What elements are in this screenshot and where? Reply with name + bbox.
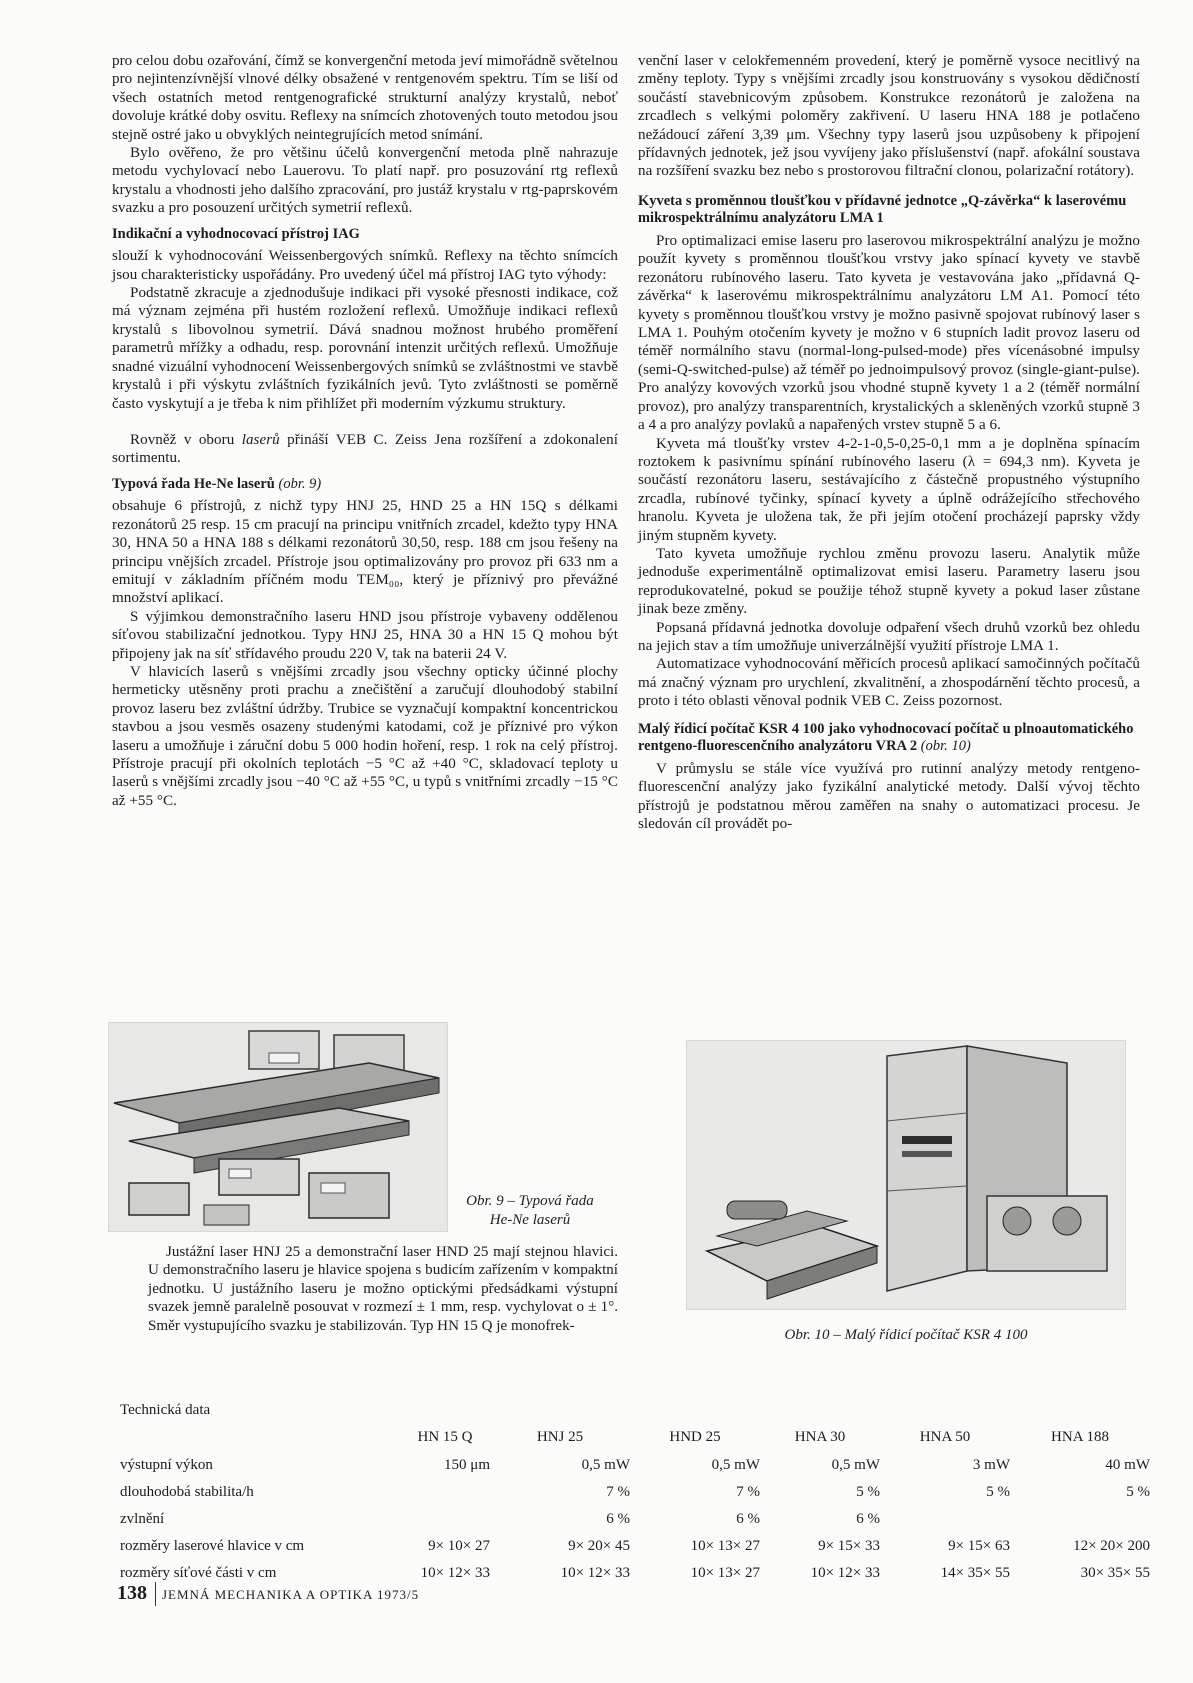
column-header: HNJ 25 [536, 1428, 584, 1445]
table-cell: 12× 20× 200 [1073, 1538, 1150, 1554]
column-header: HND 25 [669, 1428, 721, 1445]
paragraph: Podstatně zkracuje a zjednodušuje indikaci při vysoké přesnosti indikace, což má význam zejména při hustém rozložení reflexů. Umožňuje indikaci reflexů krystalů s libovolnou symetrií. Dává snadnou možnost hrubého proměření parametrů mřížky a odhadu, resp. porovnání intenzit určitých reflexů. Umožňuje snadné vizuální vyhodnocení Weissenbergových snímků se zvláštnostmi ve stavbě krystalů i při výskytu zvláštních fyzikálních jevů. Tyto zvláštnosti se poměrně často vyskytují a je třeba k nim přihlížet při moderním výzkumu struktury. [112, 285, 618, 412]
table-cell: 150 μm [444, 1457, 490, 1473]
table-cell: 6 % [736, 1511, 760, 1527]
footer-divider [155, 1582, 156, 1606]
column-header: HNA 188 [1051, 1428, 1109, 1445]
table-cell: 10× 12× 33 [420, 1565, 490, 1581]
table-cell: 30× 35× 55 [1080, 1565, 1150, 1581]
row-label: rozměry laserové hlavice v cm [120, 1538, 305, 1554]
section-heading-iag: Indikační a vyhodnocovací přístroj IAG [112, 225, 360, 242]
paragraph: Tato kyveta umožňuje rychlou změnu provozu laseru. Analytik může jednoduše experimentálně optimalizovat emisi laseru. Parametry laseru jsou reprodukovatelné, pokud se použije téhož stupně kyvety a pokud laser zůstane jinak beze změny. [638, 545, 1140, 618]
table-row [120, 1452, 1150, 1479]
table-cell: 6 % [856, 1511, 880, 1527]
column-header: HN 15 Q [417, 1428, 473, 1445]
right-column [638, 52, 1140, 833]
table-cell: 5 % [1126, 1484, 1150, 1500]
paragraph: S výjimkou demonstračního laseru HND jsou přístroje vybaveny oddělenou síťovou stabilizační jednotkou. Typy HNJ 25, HNA 30 a HN 15 Q mohou být připojeny jak na síť střídavého proudu 220 V, tak na baterii 24 V. [112, 608, 618, 662]
table-cell: 0,5 mW [711, 1457, 760, 1473]
emphasis: laserů [241, 431, 280, 448]
figure-9-caption: Obr. 9 – Typová řada He-Ne laserů [466, 1193, 594, 1228]
tech-data-table [120, 1422, 1150, 1587]
column-header: HNA 50 [919, 1428, 971, 1445]
table-cell: 7 % [606, 1484, 630, 1500]
paragraph: Rovněž v oboru laserů přináší VEB C. Zeiss Jena rozšíření a zdokonalení sortimentu. [112, 431, 618, 467]
bottom-text-block [148, 1243, 618, 1335]
table-row [120, 1533, 1150, 1560]
table-cell: 9× 15× 63 [948, 1538, 1010, 1554]
paragraph: Bylo ověřeno, že pro většinu účelů konvergenční metoda plně nahrazuje metodu vychylovací nebo Lauerovu. To platí např. pro posuzování rtg reflexů krystalu a vhodnosti jeho dalšího zpracování, pro justáž krystalu v rtg-paprskovém svazku a pro posouzení určitých symetrií reflexů. [112, 145, 618, 217]
paragraph: Kyveta má tloušťky vrstev 4-2-1-0,5-0,25-0,1 mm a je doplněna spínacím roztokem k pasivnímu spínání rubínového laseru (λ = 694,3 nm). Kyveta je součástí rezonátoru laseru, sestávajícího z částečně propustného výstupního zrcadla, rubínové tyčinky, spínací kyvety a úplně odrážejícího střechového hranolu. Kyveta je uložena tak, že při jejím otočení procházejí paprsky vždy jiným stupněm kyvety. [638, 435, 1140, 544]
table-cell: 3 mW [972, 1457, 1010, 1473]
table-cell: 40 mW [1105, 1457, 1150, 1473]
figure-9-photo [108, 1022, 448, 1232]
table-cell: 7 % [736, 1484, 760, 1500]
paragraph: Justážní laser HNJ 25 a demonstrační laser HND 25 mají stejnou hlavici. U demonstračního laseru je hlavice spojena s budicím zařízením v kompaktní jednotku. U justážního laseru je možno optickými předsádkami výstupní svazek jemně paralelně posouvat v rozmezí ± 1 mm, resp. vychylovat o ± 1°. Směr vystupujícího svazku je stabilizován. Typ HN 15 Q je monofrek- [148, 1244, 618, 1334]
table-cell: 9× 10× 27 [428, 1538, 490, 1554]
table-cell: 0,5 mW [581, 1457, 630, 1473]
table-cell: 14× 35× 55 [940, 1565, 1010, 1581]
table-row [120, 1506, 1150, 1533]
table-cell: 10× 13× 27 [690, 1565, 760, 1581]
paragraph: venční laser v celokřemenném provedení, který je poměrně vysoce necitlivý na změny teploty. Typy s vnějšími zrcadly jsou konstruovány s vysokou dědičností součástí stavebnicovým způsobem. Konstrukce rezonátorů je založena na zrcadlech s velkými poloměry zakřivení. U laseru HNA 188 je potlačeno nežádoucí záření 3,39 μm. Všechny typy laserů jsou uzpůsobeny k připojení přídavných jednotek, jež jsou vyvíjeny jako příslušenství (např. afokální soustava na rozšíření svazku bez nebo s prostorovou filtrační clonou, polarizační rotátory). [638, 53, 1140, 180]
left-column [112, 52, 618, 810]
paragraph: Automatizace vyhodnocování měřicích procesů aplikací samočinných počítačů má značný význam pro urychlení, zkvalitnění, a zhospodárnění těchto procesů, a proto i této oblasti věnoval podnik VEB C. Zeiss pozornost. [638, 656, 1140, 710]
table-cell [880, 1506, 1010, 1533]
paragraph: slouží k vyhodnocování Weissenbergových snímků. Reflexy na těchto snímcích jsou charakteristicky uspořádány. Pro uvedený účel má přístroj IAG tyto výhody: [112, 248, 618, 283]
computer-photo-illustration [687, 1041, 1126, 1310]
paragraph: obsahuje 6 přístrojů, z nichž typy HNJ 25, HND 25 a HN 15Q s délkami rezonátorů 25 resp. 15 cm pracují na principu vnitřních zrcadel, kdežto typy HNA 30, HNA 50 a HNA 188 s délkami rezonátorů 30,50, resp. 188 cm jsou řešeny na principu vnějších zrcadel. Přístroje jsou optimalizovány pro provoz při 633 nm a emitují v základním příčném modu TEM₀₀, který je příznivý pro převážné množství aplikací. [112, 498, 618, 607]
row-label: výstupní výkon [120, 1457, 213, 1473]
table-cell: 10× 12× 33 [560, 1565, 630, 1581]
figure-10-photo [686, 1040, 1126, 1310]
paragraph: V průmyslu se stále více využívá pro rutinní analýzy metody rentgeno-fluorescenční analýzy jako fyzikální analytické metody. Další vývoj těchto přístrojů je podstatnou měrou zaměřen na snahy o automatizaci procesu. Je sledován cíl provádět po- [638, 760, 1140, 832]
table-cell: 9× 20× 45 [568, 1538, 630, 1554]
section-heading-ksr: Malý řídicí počítač KSR 4 100 jako vyhodnocovací počítač u plnoautomatického rentgeno-fluorescenčního analyzátoru VRA 2 (obr. 10) [638, 720, 1134, 755]
row-label: dlouhodobá stabilita/h [120, 1484, 254, 1500]
row-label: rozměry síťové části v cm [120, 1565, 277, 1581]
table-header-row [120, 1422, 1150, 1452]
table-title: Technická data [120, 1402, 211, 1418]
table-cell: 6 % [606, 1511, 630, 1527]
paragraph: pro celou dobu ozařování, čímž se konvergenční metoda jeví mimořádně světelnou pro nejintenzívnější vlnové délky obsažené v rentgenovém spektru. Tím se liší od všech ostatních metod rentgenografické strukturní analýzy krystalů, neboť dovoluje krátké doby osvitu. Reflexy na snímcích zhotovených touto metodou jsou stejně ostré jako u obvyklých neintegrujících metod snímání. [112, 53, 618, 143]
table-cell: 5 % [856, 1484, 880, 1500]
row-label: zvlnění [120, 1511, 165, 1527]
section-heading-hene: Typová řada He-Ne laserů (obr. 9) [112, 475, 322, 492]
table-row [120, 1479, 1150, 1506]
table-cell: 10× 13× 27 [690, 1538, 760, 1554]
figure-reference: (obr. 9) [278, 475, 322, 492]
table-cell: 9× 15× 33 [818, 1538, 880, 1554]
page-footer [117, 1582, 419, 1606]
table-cell: 0,5 mW [831, 1457, 880, 1473]
section-heading-kyveta: Kyveta s proměnnou tloušťkou v přídavné jednotce „Q-závěrka“ k laserovému mikrospektrálnímu analyzátoru LMA 1 [638, 192, 1127, 227]
paragraph: V hlavicích laserů s vnějšími zrcadly jsou všechny opticky účinné plochy hermeticky utěsněny proti prachu a znečištění a zaručují dlouhodobý stabilní provoz laseru bez zvláštní údržby. Trubice se vyznačují kompaktní koncentrickou stavbou a jsou vesměs osazeny studenými katodami, což je příznivé pro výkon laseru a umožňuje i záruční dobu 5 000 hodin hoření, resp. 1 rok na celý přístroj. Přístroje pracují při okolních teplotách −5 °C až +40 °C, skladovací teploty u laserů s vnějšími zrcadly jsou −40 °C až +55 °C, u typů s vnitřními zrcadly −15 °C až +55 °C. [112, 663, 618, 809]
paragraph: Popsaná přídavná jednotka dovoluje odpaření všech druhů vzorků bez ohledu na jejich stav a tím umožňuje univerzálnější využití přístroje LMA 1. [638, 619, 1140, 654]
page-number: 138 [117, 1582, 147, 1604]
table-cell: 5 % [986, 1484, 1010, 1500]
column-header: HNA 30 [794, 1428, 846, 1445]
laser-photo-illustration [109, 1023, 448, 1232]
figure-reference: (obr. 10) [920, 738, 971, 755]
table-cell: 10× 12× 33 [810, 1565, 880, 1581]
paragraph: Pro optimalizaci emise laseru pro laserovou mikrospektrální analýzu je možno použít kyvety s proměnnou tloušťkou vrstvy jako spínací kyvety ve stavbě rezonátoru rubínového laseru. Tato kyveta je vestavována jako „přídavná Q-závěrka“ k laserovému mikrospektrálnímu analyzátoru LM A1. Pomocí této kyvety s proměnnou tloušťkou vrstvy je možno pasivně spojovat rubínový laser s LMA 1. Pouhým otočením kyvety je možno v 6 stupních ladit provoz laseru od téměř normálního stavu (normal-long-pulsed-mode) přes vícenásobné impulsy (semi-Q-switched-pulse) až téměř po jednoimpulsový provoz (single-giant-pulse). Pro analýzy kovových vzorků jsou vhodné stupně kyvety 1 a 2 (téměř normální provoz), pro analýzy transparentních, krystalických a skleněných vzorků stupně 3 a 4 a pro analýzy povlaků a napařených vrstev stupně 5 a 6. [638, 233, 1140, 434]
journal-name: JEMNÁ MECHANIKA A OPTIKA 1973/5 [162, 1587, 420, 1602]
figure-10-caption: Obr. 10 – Malý řídicí počítač KSR 4 100 [784, 1327, 1028, 1343]
table-cell [400, 1506, 490, 1533]
table-cell [1010, 1506, 1150, 1533]
table-cell [400, 1479, 490, 1506]
